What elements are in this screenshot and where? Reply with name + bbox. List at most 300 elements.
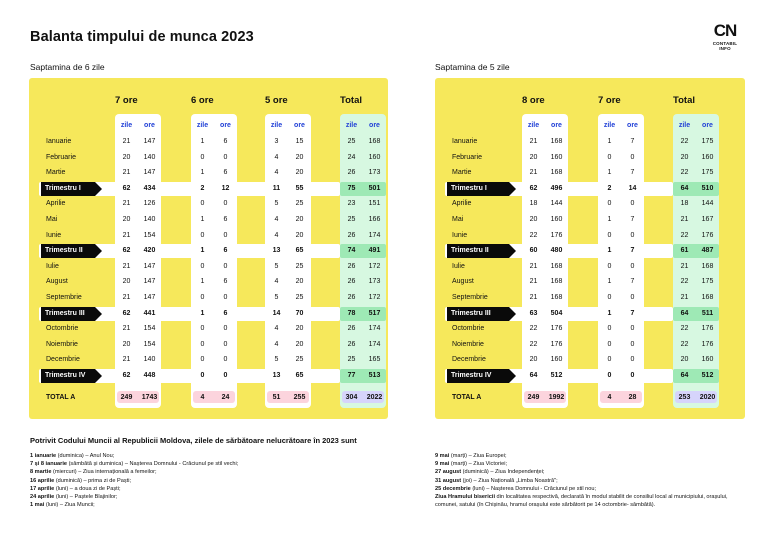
value-cell: 20 (295, 231, 304, 239)
value-cell: 144 (550, 200, 563, 208)
value-cell: 13 (272, 247, 281, 255)
value-cell: 4 (274, 169, 279, 177)
value-cell: 7 (630, 247, 635, 255)
holiday-item (435, 452, 735, 460)
value-cell: 21 (529, 294, 538, 301)
holiday-date: 24 aprilie (30, 494, 55, 501)
value-cell: 168 (701, 294, 714, 301)
value-cell: 0 (607, 372, 612, 379)
trimester-label: Trimestru I (41, 182, 95, 196)
value-cell: 20 (680, 356, 689, 364)
month-row (29, 212, 388, 228)
holiday-date: 1 mai (30, 502, 45, 509)
row-label: Noiembrie (46, 340, 78, 348)
value-cell: 151 (368, 200, 381, 208)
value-cell: 4 (274, 340, 279, 348)
value-cell: 77 (347, 372, 356, 379)
value-cell: 5 (274, 200, 279, 208)
value-cell: 7 (630, 309, 635, 317)
row-label: Iunie (452, 231, 468, 239)
value-cell: 249 (120, 393, 133, 401)
value-cell: 1 (607, 278, 612, 286)
group-header: 7 ore (115, 95, 138, 106)
subheader-ore: ore (294, 122, 305, 129)
trimester-label: Trimestru II (447, 244, 509, 258)
value-cell: 5 (274, 262, 279, 270)
value-cell: 0 (200, 294, 205, 301)
value-cell: 22 (680, 340, 689, 348)
month-row (29, 274, 388, 290)
value-cell: 4 (274, 231, 279, 239)
value-cell: 25 (347, 356, 356, 364)
value-cell: 0 (630, 340, 635, 348)
total-row (29, 390, 388, 406)
value-cell: 21 (122, 262, 131, 270)
holiday-item (30, 493, 410, 501)
subheader-row (29, 118, 388, 134)
value-cell: 61 (680, 247, 689, 255)
value-cell: 1 (607, 309, 612, 317)
value-cell: 174 (368, 231, 381, 239)
group-header: 7 ore (598, 95, 621, 106)
month-row (29, 321, 388, 337)
value-cell: 166 (368, 216, 381, 223)
holiday-description: (marți) – Ziua Victoriei; (449, 461, 508, 468)
value-cell: 147 (143, 169, 156, 177)
value-cell: 4 (274, 216, 279, 223)
value-cell: 147 (143, 138, 156, 145)
row-label: August (452, 278, 474, 286)
holiday-date: 16 aprilie (30, 477, 55, 484)
holiday-date: 17 aprilie (30, 485, 55, 492)
value-cell: 448 (143, 372, 156, 379)
value-cell: 0 (630, 325, 635, 333)
trimester-row (435, 306, 745, 322)
value-cell: 0 (630, 231, 635, 239)
trimester-label: Trimestru III (447, 307, 509, 321)
row-label: Decembrie (452, 356, 486, 364)
value-cell: 15 (295, 138, 304, 145)
holiday-date: 31 august (435, 477, 462, 484)
subheader-row (435, 118, 745, 134)
subheader-ore: ore (551, 122, 562, 129)
value-cell: 496 (550, 184, 563, 192)
holiday-description: (luni) – Paștele Blajinilor; (54, 494, 118, 501)
value-cell: 176 (701, 325, 714, 333)
holiday-date: 7 și 8 ianuarie (30, 461, 68, 468)
holiday-description: (duminică) – prima zi de Paști; (54, 477, 132, 484)
value-cell: 21 (122, 294, 131, 301)
value-cell: 25 (347, 216, 356, 223)
value-cell: 501 (368, 184, 381, 192)
value-cell: 491 (368, 247, 381, 255)
value-cell: 21 (122, 138, 131, 145)
holidays-list-right (435, 452, 735, 509)
value-cell: 0 (223, 340, 228, 348)
month-row (435, 165, 745, 181)
value-cell: 25 (347, 138, 356, 145)
value-cell: 487 (701, 247, 714, 255)
value-cell: 147 (143, 294, 156, 301)
value-cell: 20 (295, 325, 304, 333)
month-row (435, 196, 745, 212)
value-cell: 20 (295, 216, 304, 223)
value-cell: 1 (200, 278, 205, 286)
holiday-item (30, 468, 410, 476)
subheader-zile: zile (678, 122, 691, 129)
subheader-ore: ore (702, 122, 713, 129)
holiday-item (30, 485, 410, 493)
value-cell: 13 (272, 372, 281, 379)
value-cell: 126 (143, 200, 156, 208)
holiday-date: 8 martie (30, 469, 52, 476)
holiday-date: 9 mai (435, 453, 450, 459)
row-label: Iulie (452, 262, 465, 270)
value-cell: 0 (607, 262, 612, 270)
value-cell: 63 (529, 309, 538, 317)
group-header: Total (340, 95, 362, 106)
holiday-date: 27 august (435, 469, 462, 476)
holiday-date: 1 ianuarie (30, 453, 57, 459)
value-cell: 25 (295, 200, 304, 208)
value-cell: 60 (529, 247, 538, 255)
month-row (29, 337, 388, 353)
value-cell: 140 (143, 216, 156, 223)
value-cell: 26 (347, 340, 356, 348)
value-cell: 0 (630, 372, 635, 379)
row-label: Februarie (452, 153, 482, 161)
value-cell: 0 (607, 356, 612, 364)
holiday-description: (luni) – Nașterea Domnului - Crăciunul pe stil nou; (470, 485, 597, 492)
holiday-date: 9 mai (435, 461, 450, 468)
value-cell: 513 (368, 372, 381, 379)
value-cell: 160 (701, 153, 714, 161)
value-cell: 249 (527, 393, 540, 401)
value-cell: 21 (122, 200, 131, 208)
month-row (435, 321, 745, 337)
value-cell: 55 (295, 184, 304, 192)
row-label: August (46, 278, 68, 286)
month-row (435, 337, 745, 353)
value-cell: 12 (221, 184, 230, 192)
group-header: 8 ore (522, 95, 545, 106)
value-cell: 14 (628, 184, 637, 192)
holiday-date: 25 decembrie (435, 485, 471, 492)
value-cell: 154 (143, 231, 156, 239)
value-cell: 1 (200, 247, 205, 255)
holiday-description: (miercuri) – Ziua internațională a femeilor; (51, 469, 157, 476)
value-cell: 144 (701, 200, 714, 208)
trimester-row (29, 306, 388, 322)
value-cell: 6 (223, 309, 228, 317)
holiday-item (435, 485, 735, 493)
row-label: Octombrie (452, 325, 485, 333)
subheader-ore: ore (144, 122, 155, 129)
value-cell: 174 (368, 325, 381, 333)
value-cell: 0 (223, 325, 228, 333)
value-cell: 23 (347, 200, 356, 208)
trimester-row (29, 243, 388, 259)
value-cell: 22 (529, 340, 538, 348)
value-cell: 175 (701, 138, 714, 145)
value-cell: 24 (221, 393, 230, 401)
value-cell: 20 (529, 216, 538, 223)
group-header: Total (673, 95, 695, 106)
value-cell: 512 (701, 372, 714, 379)
row-label: Decembrie (46, 356, 80, 364)
value-cell: 175 (701, 278, 714, 286)
value-cell: 1 (607, 169, 612, 177)
value-cell: 65 (295, 372, 304, 379)
value-cell: 434 (143, 184, 156, 192)
value-cell: 0 (607, 200, 612, 208)
row-label: Mai (46, 216, 58, 223)
holiday-item (435, 493, 735, 509)
month-row (29, 290, 388, 306)
value-cell: 22 (529, 325, 538, 333)
holidays-title: Potrivit Codului Muncii al Republicii Moldova, zilele de sărbătoare nelucrătoare în 2023 sunt (30, 436, 357, 445)
value-cell: 62 (122, 309, 131, 317)
value-cell: 51 (272, 393, 281, 401)
value-cell: 1 (607, 138, 612, 145)
value-cell: 22 (680, 231, 689, 239)
value-cell: 7 (630, 138, 635, 145)
value-cell: 20 (295, 153, 304, 161)
value-cell: 25 (295, 294, 304, 301)
value-cell: 26 (347, 325, 356, 333)
value-cell: 20 (295, 340, 304, 348)
value-cell: 26 (347, 294, 356, 301)
value-cell: 14 (272, 309, 281, 317)
month-row (29, 196, 388, 212)
value-cell: 22 (529, 231, 538, 239)
value-cell: 1 (200, 169, 205, 177)
holiday-item (435, 468, 735, 476)
month-row (29, 150, 388, 166)
value-cell: 22 (680, 278, 689, 286)
value-cell: 62 (529, 184, 538, 192)
trimester-label: Trimestru IV (447, 369, 509, 383)
value-cell: 176 (550, 231, 563, 239)
value-cell: 21 (122, 231, 131, 239)
trimester-row (29, 368, 388, 384)
value-cell: 0 (223, 262, 228, 270)
month-row (435, 212, 745, 228)
value-cell: 4 (274, 278, 279, 286)
value-cell: 7 (630, 216, 635, 223)
value-cell: 18 (529, 200, 538, 208)
row-label: Septembrie (46, 294, 82, 301)
row-label: Martie (452, 169, 472, 177)
value-cell: 174 (368, 340, 381, 348)
month-row (29, 259, 388, 275)
value-cell: 6 (223, 247, 228, 255)
month-row (29, 134, 388, 150)
subheader-ore: ore (220, 122, 231, 129)
value-cell: 176 (550, 325, 563, 333)
value-cell: 25 (295, 262, 304, 270)
month-row (435, 274, 745, 290)
month-row (435, 228, 745, 244)
trimester-row (435, 243, 745, 259)
row-label: TOTAL A (46, 393, 76, 401)
row-label: Aprilie (452, 200, 472, 208)
value-cell: 62 (122, 184, 131, 192)
subheader-ore: ore (627, 122, 638, 129)
six-day-week-table (29, 78, 388, 419)
value-cell: 5 (274, 356, 279, 364)
right-table-subtitle: Saptamina de 5 zile (435, 62, 510, 72)
value-cell: 154 (143, 340, 156, 348)
value-cell: 21 (529, 278, 538, 286)
value-cell: 7 (630, 169, 635, 177)
value-cell: 0 (200, 372, 205, 379)
value-cell: 20 (680, 153, 689, 161)
month-row (435, 352, 745, 368)
value-cell: 1 (200, 138, 205, 145)
holiday-item (435, 477, 735, 485)
trimester-row (435, 181, 745, 197)
value-cell: 480 (550, 247, 563, 255)
value-cell: 160 (550, 216, 563, 223)
value-cell: 441 (143, 309, 156, 317)
row-label: TOTAL A (452, 393, 482, 401)
value-cell: 7 (630, 278, 635, 286)
month-row (435, 259, 745, 275)
value-cell: 0 (630, 262, 635, 270)
month-row (29, 165, 388, 181)
trimester-row (29, 181, 388, 197)
logo-subtext: CONTABIL INFO (712, 41, 738, 51)
value-cell: 65 (295, 247, 304, 255)
holiday-description: (luni) – Ziua Muncii; (44, 502, 95, 509)
value-cell: 168 (550, 278, 563, 286)
value-cell: 511 (701, 309, 714, 317)
left-table-subtitle: Saptamina de 6 zile (30, 62, 105, 72)
holiday-description: din localitatea respectivă, declarată în modul stabilit de consiliul local al municipiului, orașului, comunei, satului (în Chișinău, hramul orașului este sărbătorit pe 14 octombrie- sâmbătă). (435, 494, 728, 509)
value-cell: 255 (293, 393, 306, 401)
value-cell: 26 (347, 169, 356, 177)
value-cell: 1992 (548, 393, 565, 401)
holiday-item (30, 501, 410, 509)
value-cell: 167 (701, 216, 714, 223)
holiday-description: (luni) – a doua zi de Paști; (54, 485, 121, 492)
group-header: 5 ore (265, 95, 288, 106)
value-cell: 4 (274, 153, 279, 161)
value-cell: 21 (122, 169, 131, 177)
value-cell: 0 (200, 325, 205, 333)
value-cell: 504 (550, 309, 563, 317)
value-cell: 147 (143, 262, 156, 270)
value-cell: 154 (143, 325, 156, 333)
holiday-item (435, 460, 735, 468)
value-cell: 172 (368, 262, 381, 270)
value-cell: 4 (607, 393, 612, 401)
value-cell: 168 (701, 262, 714, 270)
holiday-date: Ziua Hramului bisericii (435, 494, 495, 501)
value-cell: 0 (607, 231, 612, 239)
value-cell: 20 (122, 153, 131, 161)
value-cell: 20 (529, 153, 538, 161)
value-cell: 1743 (141, 393, 158, 401)
month-row (435, 290, 745, 306)
value-cell: 168 (550, 138, 563, 145)
value-cell: 64 (680, 309, 689, 317)
value-cell: 26 (347, 231, 356, 239)
subheader-zile: zile (345, 122, 358, 129)
value-cell: 21 (680, 216, 689, 223)
value-cell: 64 (680, 184, 689, 192)
value-cell: 0 (223, 372, 228, 379)
value-cell: 21 (680, 262, 689, 270)
value-cell: 3 (274, 138, 279, 145)
value-cell: 160 (550, 356, 563, 364)
value-cell: 172 (368, 294, 381, 301)
value-cell: 160 (701, 356, 714, 364)
month-row (29, 352, 388, 368)
value-cell: 6 (223, 278, 228, 286)
value-cell: 26 (347, 278, 356, 286)
value-cell: 20 (295, 169, 304, 177)
value-cell: 0 (630, 356, 635, 364)
value-cell: 21 (680, 294, 689, 301)
row-label: Ianuarie (452, 138, 478, 145)
subheader-zile: zile (120, 122, 133, 129)
value-cell: 176 (701, 340, 714, 348)
value-cell: 168 (550, 262, 563, 270)
value-cell: 6 (223, 216, 228, 223)
value-cell: 18 (680, 200, 689, 208)
total-row (435, 390, 745, 406)
value-cell: 0 (630, 153, 635, 161)
holiday-description: (duminica) – Anul Nou; (56, 453, 115, 459)
value-cell: 62 (122, 372, 131, 379)
holiday-item (30, 460, 410, 468)
value-cell: 140 (143, 153, 156, 161)
trimester-label: Trimestru III (41, 307, 95, 321)
holiday-item (30, 452, 410, 460)
holiday-item (30, 477, 410, 485)
value-cell: 64 (529, 372, 538, 379)
value-cell: 0 (200, 262, 205, 270)
value-cell: 22 (680, 169, 689, 177)
subheader-zile: zile (270, 122, 283, 129)
logo-mark: CN (713, 21, 737, 40)
subheader-zile: zile (527, 122, 540, 129)
value-cell: 21 (529, 262, 538, 270)
value-cell: 2 (200, 184, 205, 192)
value-cell: 26 (347, 262, 356, 270)
value-cell: 70 (295, 309, 304, 317)
trimester-label: Trimestru I (447, 182, 509, 196)
value-cell: 173 (368, 278, 381, 286)
value-cell: 0 (607, 325, 612, 333)
value-cell: 0 (200, 153, 205, 161)
five-day-week-table (435, 78, 745, 419)
trimester-label: Trimestru IV (41, 369, 95, 383)
value-cell: 0 (200, 231, 205, 239)
value-cell: 0 (630, 294, 635, 301)
value-cell: 176 (550, 340, 563, 348)
value-cell: 165 (368, 356, 381, 364)
value-cell: 6 (223, 138, 228, 145)
value-cell: 1 (607, 216, 612, 223)
trimester-row (435, 368, 745, 384)
row-label: Mai (452, 216, 464, 223)
value-cell: 2020 (699, 393, 716, 401)
value-cell: 20 (295, 278, 304, 286)
holiday-description: (joi) – Ziua Națională „Limba Noastră"; (461, 477, 558, 484)
